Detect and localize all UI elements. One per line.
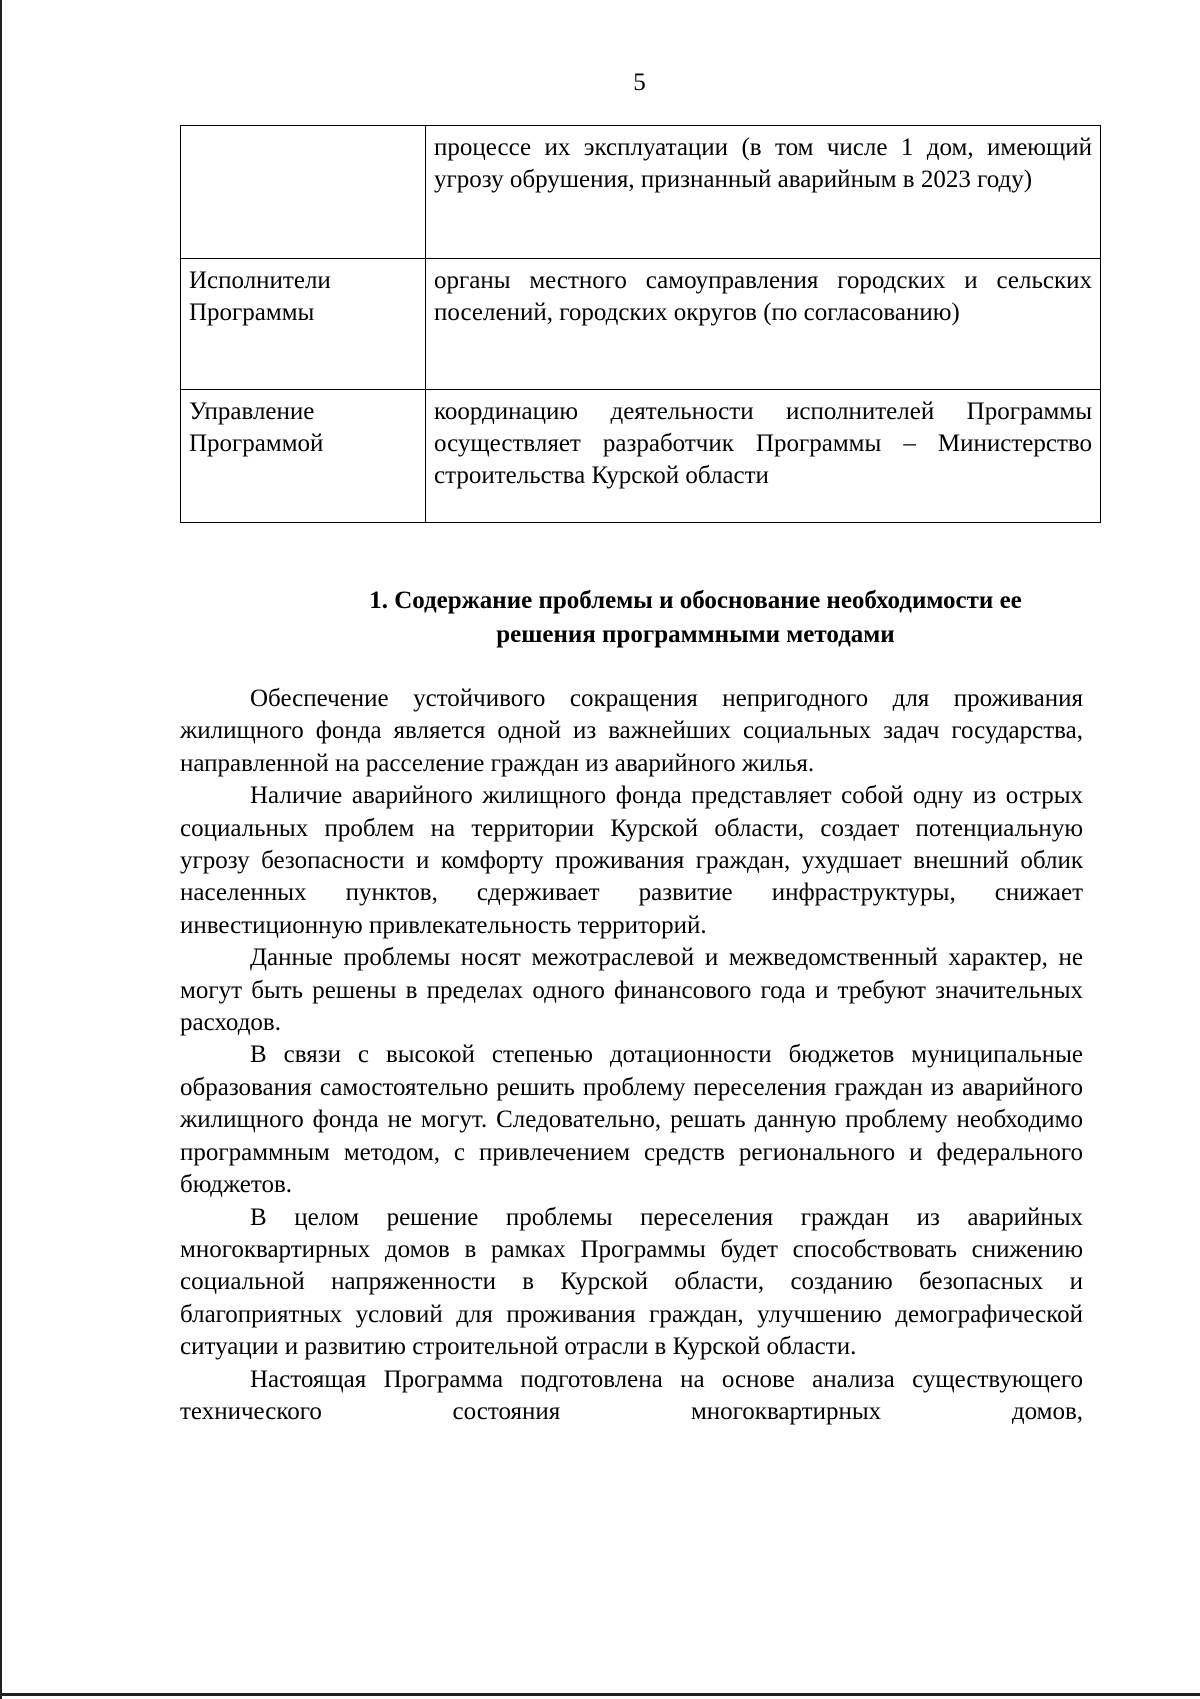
table-cell-label: [181, 126, 426, 259]
paragraph: В целом решение проблемы переселения граждан из аварийных многоквартирных домов в рамках Программы будет способствовать снижению социальной напряженности в Курской области, созданию безопасных и благоприятных условий для проживания граждан, улучшению демографической ситуации и развитию строительной отрасли в Курской области.: [180, 1203, 1083, 1361]
program-passport-table: [180, 125, 1101, 523]
section-heading-line: 1. Содержание проблемы и обоснование необходимости ее: [369, 587, 1022, 614]
page-number: 5: [633, 69, 646, 96]
table-row: [181, 126, 1101, 259]
table-cell-label: Управление Программой: [181, 390, 426, 523]
table-row: [181, 259, 1101, 390]
table-cell-value: органы местного самоуправления городских и сельских поселений, городских округов (по согласованию): [426, 259, 1101, 390]
paragraph: Наличие аварийного жилищного фонда представляет собой одну из острых социальных проблем на территории Курской области, создает потенциальную угрозу безопасности и комфорту проживания граждан, ухудшает внешний облик населенных пунктов, сдерживает развитие инфраструктуры, снижает инвестиционную привлекательность территорий.: [180, 782, 1083, 939]
section-heading: [180, 584, 1101, 652]
paragraph: Настоящая Программа подготовлена на основе анализа существующего технического состояния многоквартирных домов,: [180, 1365, 1083, 1425]
paragraph: В связи с высокой степенью дотационности бюджетов муниципальные образования самостоятельно решить проблему переселения граждан из аварийного жилищного фонда не могут. Следовательно, решать данную проблему необходимо программным методом, с привлечением средств регионального и федерального бюджетов.: [180, 1041, 1083, 1199]
section-body: [180, 683, 1083, 1428]
scan-border-line: [2, 1693, 1200, 1696]
table-cell-label: Исполнители Программы: [181, 259, 426, 390]
paragraph: Данные проблемы носят межотраслевой и межведомственный характер, не могут быть решены в пределах одного финансового года и требуют значительных расходов.: [180, 944, 1083, 1037]
table-cell-value: процессе их эксплуатации (в том числе 1 дом, имеющий угрозу обрушения, признанный аварийным в 2023 году): [426, 126, 1101, 259]
paragraph: Обеспечение устойчивого сокращения непригодного для проживания жилищного фонда является одной из важнейших социальных задач государства, направленной на расселение граждан из аварийного жилья.: [180, 685, 1083, 777]
table-cell-value: координацию деятельности исполнителей Программы осуществляет разработчик Программы – Министерство строительства Курской области: [426, 390, 1101, 523]
table-row: [181, 390, 1101, 523]
section-heading-line: решения программными методами: [496, 621, 895, 648]
